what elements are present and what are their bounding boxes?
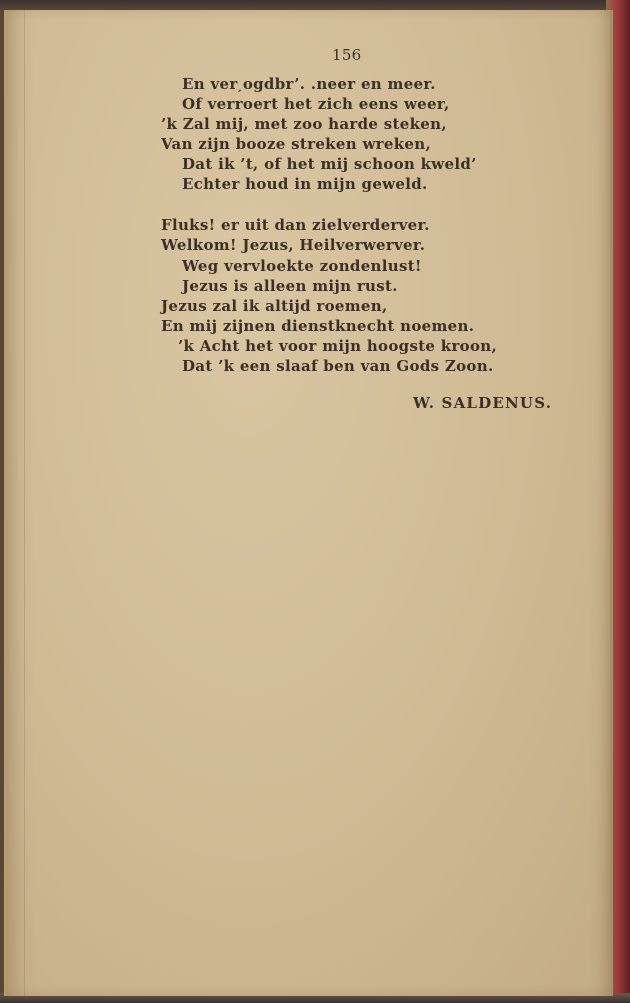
stanza-2-line-3: Weg vervloekte zondenlust! (182, 257, 422, 275)
stanza-2-line-7: ’k Acht het voor mijn hoogste kroon, (178, 337, 498, 355)
page-gutter (24, 10, 25, 996)
stanza-1-line-5: Dat ik ’t, of het mij schoon kweld’ (182, 155, 477, 173)
book-page (4, 10, 613, 996)
stanza-1-line-6: Echter houd in mijn geweld. (182, 175, 428, 193)
stanza-1-line-1: En verˏogdbr’. .neer en meer. (182, 75, 436, 93)
stanza-2-line-8: Dat ’k een slaaf ben van Gods Zoon. (182, 357, 494, 375)
stanza-1-line-2: Of verroert het zich eens weer, (182, 95, 450, 113)
page-number: 156 (332, 46, 362, 64)
stanza-2-line-6: En mij zijnen dienstknecht noemen. (161, 317, 475, 335)
stanza-1-line-3: ’k Zal mij, met zoo harde steken, (161, 115, 447, 133)
author-signature: W. SALDENUS. (413, 394, 553, 412)
stanza-2-line-4: Jezus is alleen mijn rust. (182, 277, 398, 295)
stanza-1-line-4: Van zijn booze streken wreken, (161, 135, 431, 153)
stanza-2-line-2: Welkom! Jezus, Heilverwerver. (161, 236, 426, 254)
stanza-2-line-5: Jezus zal ik altijd roemen, (161, 297, 388, 315)
stanza-2-line-1: Fluks! er uit dan zielverderver. (161, 216, 430, 234)
